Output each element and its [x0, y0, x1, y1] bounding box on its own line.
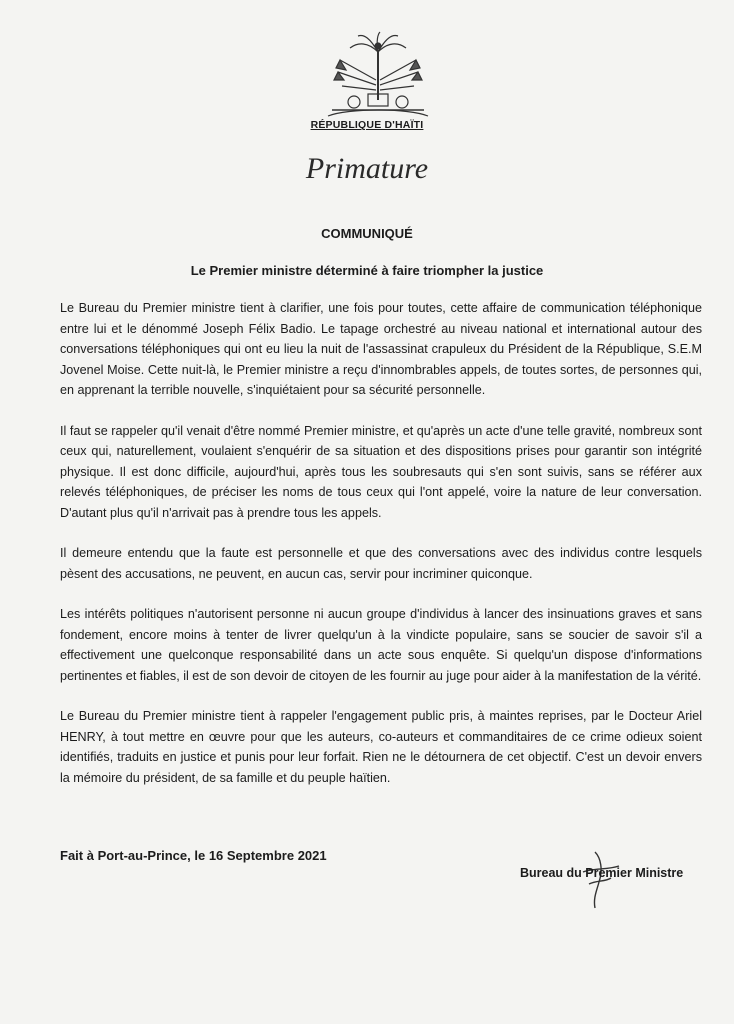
- paragraph: Il demeure entendu que la faute est personnelle et que des conversations avec des individus contre lesquels pèsent des accusations, ne peuvent, en aucun cas, servir pour incriminer quiconque.: [60, 546, 702, 581]
- document-heading: COMMUNIQUÉ: [321, 226, 413, 241]
- place-and-date: Fait à Port-au-Prince, le 16 Septembre 2021: [60, 848, 327, 863]
- paragraph: Les intérêts politiques n'autorisent personne ni aucun groupe d'individus à lancer des insinuations graves et sans fondement, encore moins à tenter de livrer quelqu'un à la vindicte populaire, sans se soucier de savoir s'il a effectivement une quelconque responsabilité dans un acte sous enquête. Si quelqu'un dispose d'informations pertinentes et fiables, il est de son devoir de citoyen de les fournir au juge pour aider à la manifestation de la vérité.: [60, 607, 702, 683]
- document-body: [60, 298, 702, 808]
- paragraph: Le Bureau du Premier ministre tient à rappeler l'engagement public pris, à maintes reprises, par le Docteur Ariel HENRY, à tout mettre en œuvre pour que les auteurs, co-auteurs et commanditaires de ce crime odieux soient identifiés, traduits en justice et punis pour leur forfait. Rien ne le détournera de cet objectif. C'est un devoir envers la mémoire du président, de sa famille et du peuple haïtien.: [60, 709, 702, 785]
- signatory: Bureau du Premier Ministre: [520, 866, 684, 880]
- paragraph: Le Bureau du Premier ministre tient à clarifier, une fois pour toutes, cette affaire de communication téléphonique entre lui et le dénommé Joseph Félix Badio. Le tapage orchestré au niveau national et international autour des conversations téléphoniques qui ont eu lieu la nuit de l'assassinat crapuleux du Président de la République, S.E.M Jovenel Moise. Cette nuit-là, le Premier ministre a reçu d'innombrables appels, de toutes sortes, de personnes qui, en apprenant la terrible nouvelle, s'inquiétaient pour sa sécurité personnelle.: [60, 301, 702, 397]
- paragraph: Il faut se rappeler qu'il venait d'être nommé Premier ministre, et qu'après un acte d'une telle gravité, nombreux sont ceux qui, naturellement, voulaient s'enquérir de sa situation et des dispositions prises pour garantir son intégrité physique. Il est donc difficile, aujourd'hui, après tous les soubresauts qui s'en sont suivis, sans se référer aux relevés téléphoniques, de préciser les noms de tous ceux qui l'ont appelé, voire la nature de leur conversation. D'autant plus qu'il n'arrivait pas à prendre tous les appels.: [60, 423, 702, 520]
- office-title: Primature: [305, 152, 429, 185]
- seal-caption: RÉPUBLIQUE D'HAÏTI: [310, 119, 424, 131]
- handwritten-signature: [575, 850, 625, 910]
- coat-of-arms-seal: [318, 30, 438, 125]
- document-subject: Le Premier ministre déterminé à faire triompher la justice: [190, 263, 544, 278]
